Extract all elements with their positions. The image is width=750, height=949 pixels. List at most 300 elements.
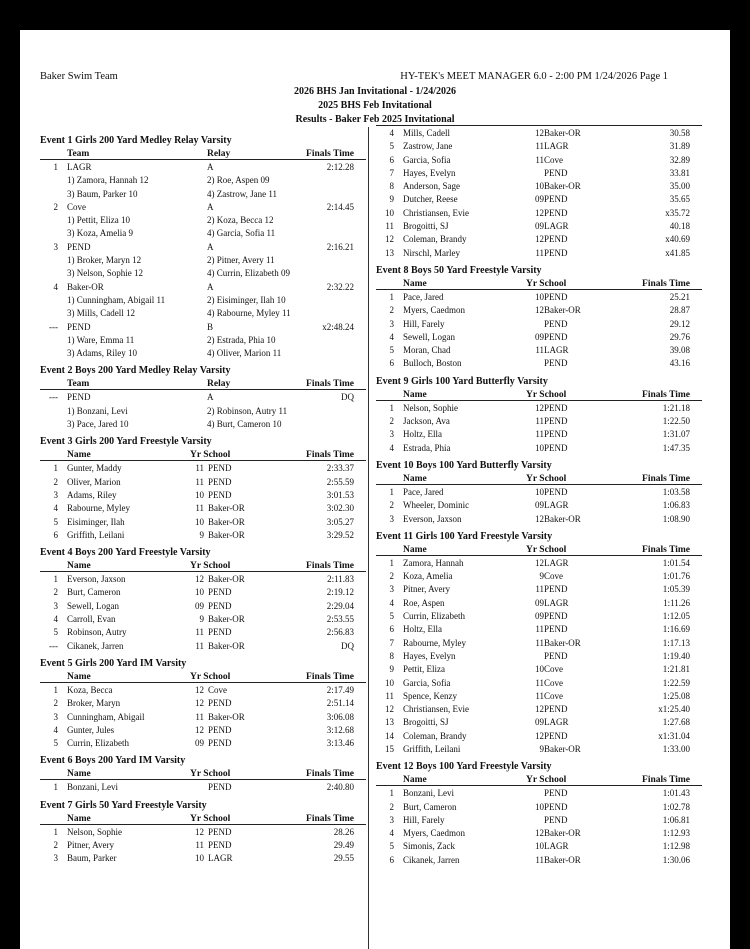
place: 3 <box>389 513 394 524</box>
swimmer-name: Cikanek, Jarren <box>403 854 460 865</box>
result-row <box>376 140 702 153</box>
finals-time: 30.58 <box>669 128 690 138</box>
finals-time: 2:17.49 <box>326 684 354 695</box>
place: 1 <box>53 162 58 172</box>
school: Baker-OR <box>544 513 581 524</box>
swimmer-name: Holtz, Ella <box>403 624 442 635</box>
place: 3 <box>53 489 58 500</box>
relay-swimmer: 2) Robinson, Autry 11 <box>207 405 288 416</box>
year: 10 <box>535 442 544 453</box>
column-divider <box>368 127 369 949</box>
school: LAGR <box>544 841 569 852</box>
result-row <box>376 193 702 206</box>
finals-time: 29.12 <box>669 318 690 329</box>
result-row <box>376 677 702 690</box>
result-row <box>376 499 702 512</box>
year: 9 <box>539 743 544 754</box>
table-header <box>376 774 702 786</box>
swimmer-name: Bonzani, Levi <box>67 782 118 793</box>
year: 09 <box>195 738 204 749</box>
relay-row <box>40 391 366 404</box>
results-title: Results - Baker Feb 2025 Invitational <box>295 114 455 125</box>
col-header-relay: Relay <box>207 149 231 159</box>
relay-swimmers-row <box>40 227 366 240</box>
swimmer-name: Mills, Cadell <box>403 128 450 138</box>
col-header-name: Name <box>403 389 427 400</box>
finals-time: 2:40.80 <box>326 782 354 793</box>
result-row <box>376 650 702 663</box>
swimmer-name: Pitner, Avery <box>403 584 450 595</box>
finals-time: 1:47.35 <box>662 442 690 453</box>
place: 8 <box>389 181 394 192</box>
swimmer-name: Hayes, Evelyn <box>403 167 456 178</box>
event-7-continuation <box>376 125 702 260</box>
relay-event <box>40 364 366 431</box>
software-header: HY-TEK's MEET MANAGER 6.0 - 2:00 PM 1/24/2026 Page 1 <box>400 71 668 82</box>
col-header-name: Name <box>403 544 427 555</box>
finals-time: 1:06.83 <box>662 500 690 511</box>
finals-time: 1:05.39 <box>662 584 690 595</box>
result-row <box>40 852 366 865</box>
finals-time: 28.26 <box>333 826 354 837</box>
col-header-yr-school: Yr School <box>190 671 231 682</box>
result-row <box>376 690 702 703</box>
school: Baker-OR <box>544 828 581 839</box>
result-row <box>376 402 702 415</box>
col-header-finals-time: Finals Time <box>306 149 354 159</box>
place: 2 <box>53 698 58 709</box>
swimmer-name: Pettit, Eliza <box>403 664 445 675</box>
place: 11 <box>385 690 394 701</box>
year: 12 <box>535 828 544 839</box>
swimmer-name: Griffith, Leilani <box>403 743 461 754</box>
year: 12 <box>195 574 204 585</box>
result-row <box>376 207 702 220</box>
col-header-relay: Relay <box>207 379 231 390</box>
school: LAGR <box>544 500 569 511</box>
finals-time: 28.87 <box>669 305 690 316</box>
finals-time: 2:16.21 <box>326 241 354 252</box>
place: 13 <box>385 717 394 728</box>
place: 5 <box>53 738 58 749</box>
school: PEND <box>544 429 568 440</box>
finals-time: x40.69 <box>665 234 690 245</box>
result-row <box>376 180 702 193</box>
place: 4 <box>389 828 394 839</box>
finals-time: 1:02.78 <box>662 801 690 812</box>
place: 1 <box>53 574 58 585</box>
event-title: Event 4 Boys 200 Yard Freestyle Varsity <box>40 547 211 559</box>
place: 4 <box>389 597 394 608</box>
school: PEND <box>208 587 232 598</box>
result-row <box>376 154 702 167</box>
school: PEND <box>544 416 568 427</box>
school: PEND <box>544 331 568 342</box>
swimmer-name: Currin, Elizabeth <box>403 611 465 622</box>
result-row <box>40 839 366 852</box>
col-header-name: Name <box>67 561 91 572</box>
col-header-finals-time: Finals Time <box>642 544 690 555</box>
school: PEND <box>544 291 568 302</box>
relay-swimmer: 1) Pettit, Eliza 10 <box>67 215 130 226</box>
relay-swimmer: 3) Mills, Cadell 12 <box>67 308 135 319</box>
school: PEND <box>544 704 568 715</box>
swimmer-name: Griffith, Leilani <box>67 529 125 540</box>
place: 9 <box>389 664 394 675</box>
individual-event <box>40 546 366 653</box>
finals-time: 1:17.13 <box>662 637 690 648</box>
relay-swimmer: 1) Cunningham, Abigail 11 <box>67 294 166 305</box>
year: 11 <box>535 637 544 648</box>
col-header-yr-school: Yr School <box>526 473 567 484</box>
swimmer-name: Pace, Jared <box>403 291 444 302</box>
place: 1 <box>389 291 394 302</box>
swimmer-name: Currin, Elizabeth <box>67 738 129 749</box>
swimmer-name: Gunter, Maddy <box>67 463 122 474</box>
event-title: Event 5 Girls 200 Yard IM Varsity <box>40 657 187 669</box>
year: 11 <box>535 154 544 165</box>
table-header <box>376 544 702 556</box>
relay-swimmers-row <box>40 214 366 227</box>
year: 12 <box>535 704 544 715</box>
year: 11 <box>535 624 544 635</box>
result-row <box>376 486 702 499</box>
finals-time: 3:29.52 <box>326 529 354 540</box>
result-row <box>40 826 366 839</box>
swimmer-name: Burt, Cameron <box>67 587 121 598</box>
finals-time: 32.89 <box>669 154 690 165</box>
swimmer-name: Coleman, Brandy <box>403 234 467 245</box>
result-row <box>40 640 366 653</box>
school: PEND <box>544 788 568 799</box>
relay-swimmer: 1) Bonzani, Levi <box>67 405 128 416</box>
col-header-team: Team <box>67 379 90 390</box>
place: 3 <box>53 711 58 722</box>
col-header-name: Name <box>403 775 427 786</box>
finals-time: 29.55 <box>333 853 354 864</box>
event-title: Event 9 Girls 100 Yard Butterfly Varsity <box>376 375 548 387</box>
year: 11 <box>535 429 544 440</box>
year: 10 <box>535 486 544 497</box>
relay-swimmer: 2) Roe, Aspen 09 <box>207 175 270 186</box>
year: 12 <box>535 305 544 316</box>
finals-time: 1:31.07 <box>662 429 690 440</box>
finals-time: 2:53.55 <box>326 614 354 625</box>
school: Cove <box>544 690 563 701</box>
relay-swimmer: 3) Koza, Amelia 9 <box>67 228 133 239</box>
result-row <box>40 781 366 794</box>
finals-time: DQ <box>341 392 354 403</box>
place: --- <box>49 321 58 332</box>
individual-event <box>40 799 366 866</box>
year: 12 <box>535 513 544 524</box>
finals-time: 1:12.98 <box>662 841 690 852</box>
finals-time: 2:51.14 <box>326 698 354 709</box>
school: Baker-OR <box>208 640 245 651</box>
place: 11 <box>385 221 394 232</box>
place: 1 <box>53 684 58 695</box>
swimmer-name: Hill, Farely <box>403 814 445 825</box>
relay-swimmer: 4) Garcia, Sofia 11 <box>207 228 276 239</box>
place: 1 <box>389 557 394 568</box>
team: Cove <box>67 201 86 212</box>
place: 2 <box>389 801 394 812</box>
result-row <box>376 703 702 716</box>
col-header-finals-time: Finals Time <box>642 473 690 484</box>
event-title: Event 2 Boys 200 Yard Medley Relay Varsity <box>40 365 231 377</box>
year: 11 <box>535 345 544 356</box>
left-column <box>40 132 366 870</box>
finals-time: 2:12.28 <box>326 162 354 172</box>
result-row <box>376 415 702 428</box>
finals-time: 29.49 <box>333 839 354 850</box>
event-title: Event 6 Boys 200 Yard IM Varsity <box>40 755 186 767</box>
school: PEND <box>208 463 232 474</box>
year: 11 <box>195 503 204 514</box>
swimmer-name: Nirschl, Marley <box>403 247 460 258</box>
school: PEND <box>544 247 568 258</box>
place: 6 <box>389 624 394 635</box>
place: 3 <box>53 853 58 864</box>
swimmer-name: Robinson, Autry <box>67 627 127 638</box>
place: 4 <box>389 442 394 453</box>
year: 12 <box>535 207 544 218</box>
individual-event <box>40 754 366 794</box>
school: PEND <box>544 442 568 453</box>
year: 10 <box>535 291 544 302</box>
year: 12 <box>195 724 204 735</box>
school: Baker-OR <box>544 637 581 648</box>
school: Baker-OR <box>544 743 581 754</box>
swimmer-name: Cikanek, Jarren <box>67 640 124 651</box>
finals-time: 1:01.43 <box>662 788 690 799</box>
place: 5 <box>389 611 394 622</box>
result-row <box>40 600 366 613</box>
swimmer-name: Hill, Farely <box>403 318 445 329</box>
year: 11 <box>535 854 544 865</box>
finals-time: 2:56.83 <box>326 627 354 638</box>
finals-time: 1:08.90 <box>662 513 690 524</box>
place: 6 <box>53 529 58 540</box>
table-header <box>40 768 366 780</box>
finals-time: 1:12.05 <box>662 611 690 622</box>
year: 11 <box>535 141 544 152</box>
finals-time: 1:11.26 <box>663 597 690 608</box>
meet-title-2: 2025 BHS Feb Invitational <box>318 100 432 111</box>
place: 2 <box>389 416 394 427</box>
relay-letter: A <box>207 281 214 292</box>
col-header-name: Name <box>67 769 91 780</box>
swimmer-name: Rabourne, Myley <box>67 503 130 514</box>
swimmer-name: Sewell, Logan <box>67 600 119 611</box>
year: 9 <box>539 571 544 582</box>
finals-time: 1:21.81 <box>662 664 690 675</box>
year: 10 <box>195 489 204 500</box>
relay-swimmer: 4) Currin, Elizabeth 09 <box>207 268 290 279</box>
swimmer-name: Rabourne, Myley <box>403 637 466 648</box>
school: Cove <box>208 684 227 695</box>
place: 2 <box>53 201 58 212</box>
place: 4 <box>389 331 394 342</box>
place: 5 <box>53 516 58 527</box>
col-header-finals-time: Finals Time <box>642 775 690 786</box>
col-header-finals-time: Finals Time <box>642 278 690 289</box>
place: 7 <box>389 637 394 648</box>
finals-time: 3:01.53 <box>326 489 354 500</box>
result-row <box>40 613 366 626</box>
table-header <box>40 449 366 461</box>
year: 11 <box>195 627 204 638</box>
school: Baker-OR <box>208 711 245 722</box>
relay-swimmers-row <box>40 254 366 267</box>
finals-time: 33.81 <box>669 167 690 178</box>
result-row <box>40 711 366 724</box>
right-column <box>376 125 702 871</box>
relay-swimmer: 3) Pace, Jared 10 <box>67 419 129 430</box>
year: 12 <box>195 698 204 709</box>
swimmer-name: Adams, Riley <box>67 489 117 500</box>
school: Cove <box>544 664 563 675</box>
relay-swimmers-row <box>40 188 366 201</box>
year: 10 <box>195 853 204 864</box>
finals-time: 3:06.08 <box>326 711 354 722</box>
relay-swimmer: 2) Koza, Becca 12 <box>207 215 274 226</box>
result-row <box>376 787 702 800</box>
col-header-finals-time: Finals Time <box>306 450 354 461</box>
team: PEND <box>67 321 91 332</box>
place: 4 <box>53 614 58 625</box>
swimmer-name: Holtz, Ella <box>403 429 442 440</box>
col-header-finals-time: Finals Time <box>306 561 354 572</box>
relay-swimmer: 2) Eisiminger, Ilah 10 <box>207 294 286 305</box>
table-header <box>40 148 366 160</box>
result-row <box>40 684 366 697</box>
school: Baker-OR <box>208 529 245 540</box>
school: PEND <box>544 234 568 245</box>
swimmer-name: Bulloch, Boston <box>403 358 462 369</box>
col-header-finals-time: Finals Time <box>306 379 354 390</box>
result-row <box>40 489 366 502</box>
relay-row <box>40 321 366 334</box>
year: 11 <box>195 711 204 722</box>
swimmer-name: Oliver, Marion <box>67 476 121 487</box>
individual-event <box>376 264 702 371</box>
place: 1 <box>53 463 58 474</box>
year: 09 <box>535 221 544 232</box>
place: 5 <box>389 141 394 152</box>
school: Baker-OR <box>208 516 245 527</box>
col-header-yr-school: Yr School <box>526 278 567 289</box>
year: 12 <box>535 402 544 413</box>
result-row <box>376 801 702 814</box>
finals-time: 31.89 <box>669 141 690 152</box>
year: 9 <box>199 614 204 625</box>
relay-swimmers-row <box>40 405 366 418</box>
event-title: Event 11 Girls 100 Yard Freestyle Varsity <box>376 530 553 542</box>
table-header <box>40 378 366 390</box>
finals-time: 35.00 <box>669 181 690 192</box>
school: PEND <box>544 486 568 497</box>
place: 12 <box>385 234 394 245</box>
swimmer-name: Everson, Jaxson <box>403 513 462 524</box>
school: PEND <box>544 194 568 205</box>
year: 09 <box>195 600 204 611</box>
swimmer-name: Nelson, Sophie <box>403 402 458 413</box>
swimmer-name: Baum, Parker <box>67 853 117 864</box>
school: PEND <box>544 624 568 635</box>
place: 5 <box>389 841 394 852</box>
year: 11 <box>195 463 204 474</box>
school: PEND <box>208 826 232 837</box>
swimmer-name: Broker, Maryn <box>67 698 121 709</box>
place: 4 <box>53 503 58 514</box>
col-header-name: Name <box>67 813 91 824</box>
col-header-finals-time: Finals Time <box>306 813 354 824</box>
place: 10 <box>385 677 394 688</box>
finals-time: x2:48.24 <box>322 321 354 332</box>
year: 10 <box>195 587 204 598</box>
team: PEND <box>67 392 91 403</box>
swimmer-name: Koza, Becca <box>67 684 113 695</box>
relay-swimmer: 1) Ware, Emma 11 <box>67 334 135 345</box>
event-title: Event 1 Girls 200 Yard Medley Relay Varsity <box>40 135 232 146</box>
finals-time: 39.08 <box>669 345 690 356</box>
col-header-name: Name <box>67 671 91 682</box>
place: 6 <box>389 154 394 165</box>
school: PEND <box>544 611 568 622</box>
place: 1 <box>389 486 394 497</box>
relay-swimmer: 1) Zamora, Hannah 12 <box>67 175 149 186</box>
swimmer-name: Christiansen, Evie <box>403 207 469 218</box>
table-header <box>40 813 366 825</box>
result-row <box>376 247 702 260</box>
school: Baker-OR <box>544 181 581 192</box>
place: 3 <box>53 600 58 611</box>
finals-time: 35.65 <box>669 194 690 205</box>
school: Baker-OR <box>208 614 245 625</box>
school: PEND <box>208 476 232 487</box>
result-row <box>40 737 366 750</box>
school: PEND <box>544 318 568 329</box>
col-header-name: Name <box>67 450 91 461</box>
finals-time: 1:06.81 <box>662 814 690 825</box>
result-row <box>40 462 366 475</box>
swimmer-name: Myers, Caedmon <box>403 828 465 839</box>
col-header-yr-school: Yr School <box>190 813 231 824</box>
place: 1 <box>389 788 394 799</box>
year: 10 <box>535 664 544 675</box>
place: 6 <box>389 358 394 369</box>
place: 2 <box>389 500 394 511</box>
place: 9 <box>389 194 394 205</box>
year: 11 <box>195 640 204 651</box>
result-row <box>376 623 702 636</box>
result-row <box>376 233 702 246</box>
relay-swimmers-row <box>40 334 366 347</box>
school: PEND <box>544 801 568 812</box>
finals-time: 1:01.54 <box>662 557 690 568</box>
swimmer-name: Zastrow, Jane <box>403 141 453 152</box>
result-row <box>376 743 702 756</box>
finals-time: 43.16 <box>669 358 690 369</box>
event-title: Event 3 Girls 200 Yard Freestyle Varsity <box>40 436 212 448</box>
result-row <box>376 814 702 827</box>
school: Cove <box>544 154 563 165</box>
school: Cove <box>544 677 563 688</box>
team: PEND <box>67 241 91 252</box>
school: Cove <box>544 571 563 582</box>
swimmer-name: Pitner, Avery <box>67 839 114 850</box>
